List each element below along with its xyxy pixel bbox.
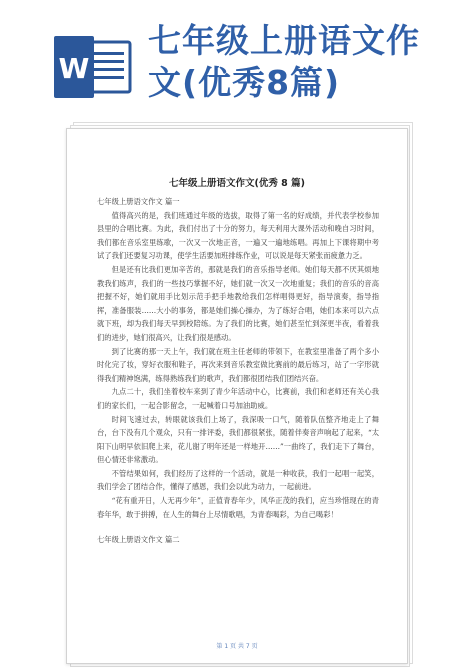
- paragraph: “花有重开日，人无再少年”，正值青春年少，风华正茂的我们，应当珍惜现在的青春年华，敢于拼搏，在人生的舞台上尽情歌唱，为青春喝彩，为自己喝彩！: [97, 496, 379, 519]
- title-line-1: 七年级上册语文作: [148, 21, 420, 60]
- paragraph: 值得高兴的是，我们班通过年级的选拔，取得了第一名的好成绩，并代表学校参加县里的合唱比赛。为此，我们付出了十分的努力，每天利用大课外活动和晚自习时间，我们都在音乐室里练歌，一次又一次地正音，一遍又一遍地练唱。再加上下课将期中考试了我们还要复习功课，使学生活要加班排练作业，可以说是每天紧张而疲惫力乏。: [97, 210, 379, 261]
- page-title: [148, 20, 468, 104]
- paragraph: 不管结果如何，我们经历了这样的一个活动，就是一种收获，我们一起唱一起笑，我们学会了团结合作，懂得了感恩，我们会以此为动力，一起前进。: [97, 468, 379, 492]
- document-body: [97, 195, 379, 547]
- microsoft-word-icon: [52, 36, 132, 98]
- paragraph: 到了比赛的那一天上午，我们就在班主任老师的带领下，在教室里准备了两个多小时化完了妆，穿好衣服和鞋子，再次来到音乐教室做比赛前的最后练习，站了一字形就得我们精神饱满，练得熟练我们的歌声，我们都很团结我们团结兴奋。: [97, 346, 379, 383]
- header: [0, 0, 474, 120]
- document-title: 七年级上册语文作文(优秀 8 篇): [169, 178, 305, 189]
- paragraph: 时间飞速过去，转眼就该我们上场了，我深吸一口气，随着队伍整齐地走上了舞台，台下没有几个观众，只有一排评委，我们都很紧张，随着伴奏音声响起了起来，“太阳下山明早依旧爬上来，花儿谢了明年还是一样地开……”一曲终了，我们走下了舞台，但心情还非常激动。: [97, 414, 379, 465]
- title-line-2: 文(优秀8篇): [148, 63, 341, 102]
- section-heading: 七年级上册语文作文 篇一: [97, 197, 180, 206]
- document-page: [66, 128, 408, 664]
- logo-letter: W: [58, 52, 90, 85]
- paragraph: 九点二十，我们坐着校车来到了青少年活动中心，比赛前，我们和老师还有关心我们的家长们，一起合影留念，一起喊着口号加油助威。: [97, 387, 379, 410]
- page-footer: 第 1 页 共 7 页: [216, 643, 258, 650]
- paragraph: 但是还有比我们更加辛苦的，那就是我们的音乐指导老师。她们每天都不厌其烦地教我们练声，我们的一些技巧掌握不好，她们就一次又一次地重复；我们的音乐的音高把握不好，她们就用手比划示范手把手地教给我们怎样唱得更好，指导演奏，指导指挥，准备服装……大小的事务，都是她们操心操办，为了练好合唱，她们本来可以六点就下班，却为我们每天早到校陪练。为了我们的比赛，她们甚至忙到深更半夜，看着我们的进步，她们很高兴，让我们很是感动。: [97, 264, 379, 342]
- section-heading: 七年级上册语文作文 篇二: [97, 535, 180, 545]
